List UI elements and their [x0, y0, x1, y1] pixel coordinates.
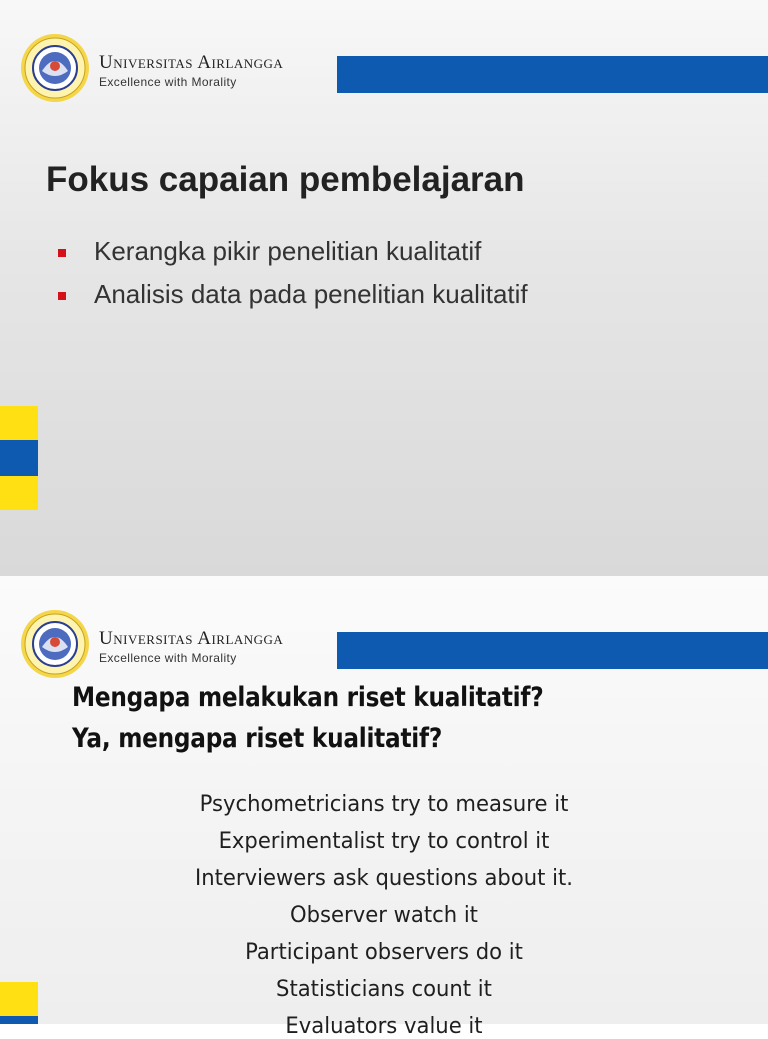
bullet-text: Kerangka pikir penelitian kualitatif	[94, 236, 482, 266]
side-stripe-blue	[0, 1016, 38, 1024]
side-stripe-yellow	[0, 476, 38, 510]
bullet-square-icon	[58, 292, 66, 300]
slide-heading: Mengapa melakukan riset kualitatif?	[72, 682, 544, 713]
university-tagline: Excellence with Morality	[99, 75, 237, 89]
university-name: Universitas Airlangga	[99, 628, 284, 649]
side-stripe-yellow	[0, 982, 38, 1016]
side-stripe-blue	[0, 440, 38, 476]
bullet-text: Analisis data pada penelitian kualitatif	[94, 279, 528, 309]
side-stripe-yellow	[0, 406, 38, 440]
quote-line: Statisticians count it	[276, 977, 492, 1002]
university-name: Universitas Airlangga	[99, 52, 284, 73]
quote-line: Psychometricians try to measure it	[199, 792, 569, 817]
quote-line: Participant observers do it	[245, 940, 523, 965]
quote-line: Observer watch it	[290, 903, 478, 928]
slide-subheading: Ya, mengapa riset kualitatif?	[72, 723, 443, 754]
header-bar	[337, 632, 768, 669]
university-tagline: Excellence with Morality	[99, 651, 237, 665]
bullet-square-icon	[58, 249, 66, 257]
slide-title: Fokus capaian pembelajaran	[46, 160, 525, 199]
header-bar	[337, 56, 768, 93]
university-seal-logo	[20, 609, 90, 679]
university-seal-logo	[20, 33, 90, 103]
quote-line: Evaluators value it	[285, 1014, 483, 1039]
slide-2	[0, 576, 768, 1039]
quote-line: Interviewers ask questions about it.	[195, 866, 573, 891]
quote-line: Experimentalist try to control it	[218, 829, 550, 854]
